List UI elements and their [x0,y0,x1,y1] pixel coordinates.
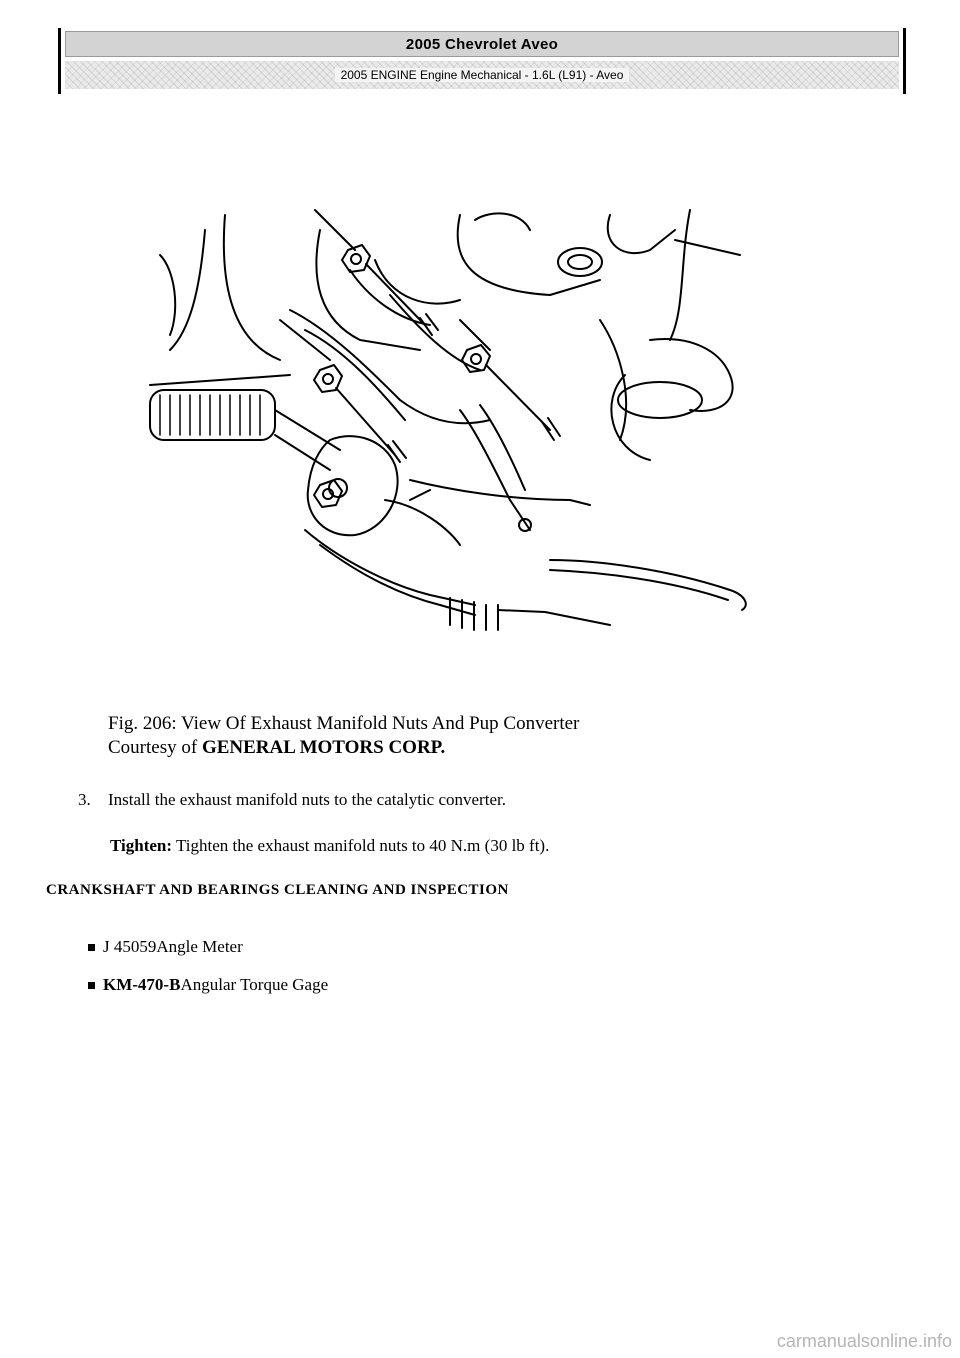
tighten-label: Tighten: [110,836,173,855]
list-item [88,966,328,1004]
step-text: Install the exhaust manifold nuts to the catalytic converter. [108,790,506,809]
watermark: carmanualsonline.info [776,1331,952,1351]
header-right-rule [903,28,906,94]
header-title: 2005 Chevrolet Aveo [405,35,559,53]
figure-caption: Fig. 206: View Of Exhaust Manifold Nuts And Pup Converter [108,713,580,734]
tighten-text: Tighten the exhaust manifold nuts to 40 N.m (30 lb ft). [172,836,550,855]
figure-caption-block [108,712,579,760]
courtesy-org: GENERAL MOTORS CORP. [201,737,446,758]
bullet-icon [88,982,95,989]
header-subtitle: 2005 ENGINE Engine Mechanical - 1.6L (L91) - Aveo [335,68,630,82]
section-heading: CRANKSHAFT AND BEARINGS CLEANING AND INSPECTION [46,882,509,898]
tools-list [88,928,328,1004]
header-subtitle-bar [65,61,899,89]
procedure-step [78,790,506,810]
tool-name: KM-470-B [103,975,181,994]
tool-desc: Angular Torque Gage [180,975,329,994]
list-item [88,928,328,966]
header-left-rule [58,28,61,94]
exhaust-manifold-illustration [130,200,790,645]
bullet-icon [88,944,95,951]
page-header [58,28,906,94]
tool-name: J 45059 [103,937,157,956]
courtesy-prefix: Courtesy of [108,737,202,758]
figure-courtesy [108,736,579,760]
step-number: 3. [78,790,91,809]
tighten-spec [110,836,549,856]
tool-desc: Angle Meter [156,937,243,956]
header-title-bar [65,31,899,57]
